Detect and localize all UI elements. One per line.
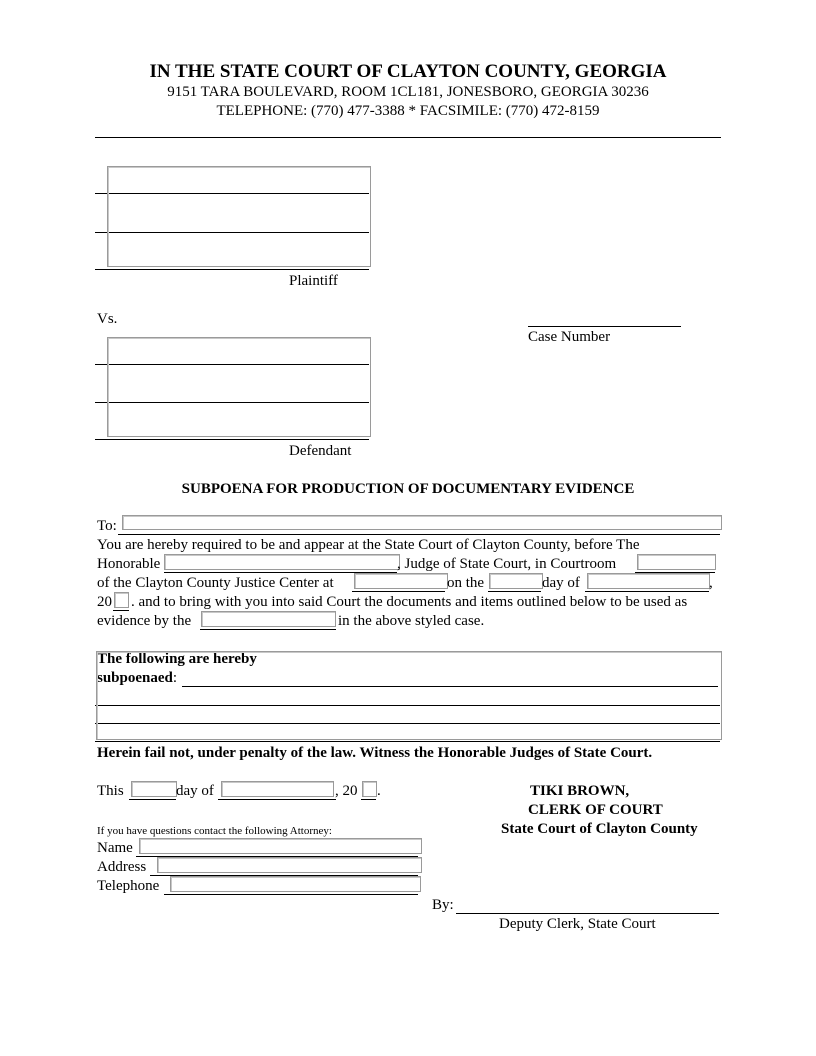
date-period: . <box>377 783 381 799</box>
on-the-text: on the <box>447 575 485 591</box>
court-phone-fax: TELEPHONE: (770) 477-3388 * FACSIMILE: (770) 472-8159 <box>216 103 600 119</box>
bring-text: . and to bring with you into said Court the documents and items outlined below to be used as <box>131 594 688 610</box>
time-field[interactable] <box>354 573 448 589</box>
justice-center-text: of the Clayton County Justice Center at <box>97 575 334 591</box>
sign-year-underline <box>361 799 376 800</box>
plaintiff-line-3 <box>95 269 369 270</box>
deputy-clerk-label: Deputy Clerk, State Court <box>499 916 656 932</box>
case-number-line <box>528 326 681 327</box>
body-line-1: You are hereby required to be and appear at the State Court of Clayton County, before The <box>97 537 640 553</box>
court-address: 9151 TARA BOULEVARD, ROOM 1CL181, JONESBORO, GEORGIA 30236 <box>167 84 649 100</box>
attorney-name-label: Name <box>97 840 133 856</box>
defendant-label: Defendant <box>289 443 352 459</box>
header-divider <box>95 137 721 138</box>
date-day-of-label: day of <box>176 783 214 799</box>
attorney-note: If you have questions contact the following Attorney: <box>97 825 332 837</box>
case-number-label: Case Number <box>528 329 611 345</box>
to-recipient-field[interactable] <box>122 515 722 530</box>
attorney-telephone-underline <box>164 894 418 895</box>
month-comma: , <box>709 575 713 591</box>
clerk-title: CLERK OF COURT <box>528 802 663 818</box>
day-of-text: day of <box>542 575 580 591</box>
time-underline <box>352 591 445 592</box>
judge-name-field[interactable] <box>164 554 400 570</box>
day-underline <box>488 591 541 592</box>
courtroom-field[interactable] <box>637 554 716 570</box>
clerk-name: TIKI BROWN, <box>530 783 630 799</box>
subpoenaed-colon: : <box>172 670 178 686</box>
subpoenaed-items-field[interactable] <box>96 651 722 740</box>
attorney-telephone-label: Telephone <box>97 878 160 894</box>
appearance-year-field[interactable] <box>114 592 129 608</box>
plaintiff-name-field[interactable] <box>107 166 371 267</box>
items-line-4 <box>95 741 720 742</box>
requesting-party-field[interactable] <box>201 611 336 627</box>
year-prefix: 20 <box>97 594 112 610</box>
defendant-name-field[interactable] <box>107 337 371 437</box>
evidence-by-text: evidence by the <box>97 613 192 629</box>
form-title: SUBPOENA FOR PRODUCTION OF DOCUMENTARY EVIDENCE <box>181 481 635 497</box>
defendant-line-3 <box>95 439 369 440</box>
to-underline <box>118 534 720 535</box>
court-title: IN THE STATE COURT OF CLAYTON COUNTY, GEORGIA <box>149 61 667 82</box>
herein-statement: Herein fail not, under penalty of the law. Witness the Honorable Judges of State Court. <box>97 745 653 761</box>
this-label: This <box>97 783 124 799</box>
signature-line <box>456 913 719 914</box>
clerk-court: State Court of Clayton County <box>501 821 698 837</box>
attorney-name-field[interactable] <box>139 838 422 854</box>
year-underline <box>113 610 129 611</box>
attorney-address-label: Address <box>97 859 147 875</box>
attorney-address-field[interactable] <box>157 857 422 873</box>
subpoenaed-heading-line-1: The following are hereby <box>97 651 257 667</box>
party-underline <box>200 629 336 630</box>
judge-text: , Judge of State Court, in Courtroom <box>397 556 617 572</box>
date-year-prefix: , 20 <box>335 783 358 799</box>
signing-year-field[interactable] <box>362 781 377 797</box>
plaintiff-label: Plaintiff <box>289 273 338 289</box>
signing-month-field[interactable] <box>221 781 334 797</box>
sign-day-underline <box>129 799 176 800</box>
signing-day-field[interactable] <box>131 781 177 797</box>
sign-month-underline <box>218 799 336 800</box>
appearance-month-field[interactable] <box>587 573 710 589</box>
month-underline <box>585 591 709 592</box>
by-label: By: <box>432 897 454 913</box>
styled-case-text: in the above styled case. <box>338 613 485 629</box>
versus-label: Vs. <box>97 311 118 327</box>
honorable-label: Honorable <box>97 556 161 572</box>
to-label: To: <box>97 518 117 534</box>
attorney-telephone-field[interactable] <box>170 876 421 892</box>
appearance-day-field[interactable] <box>489 573 543 589</box>
subpoenaed-heading-line-2: subpoenaed <box>97 670 173 686</box>
